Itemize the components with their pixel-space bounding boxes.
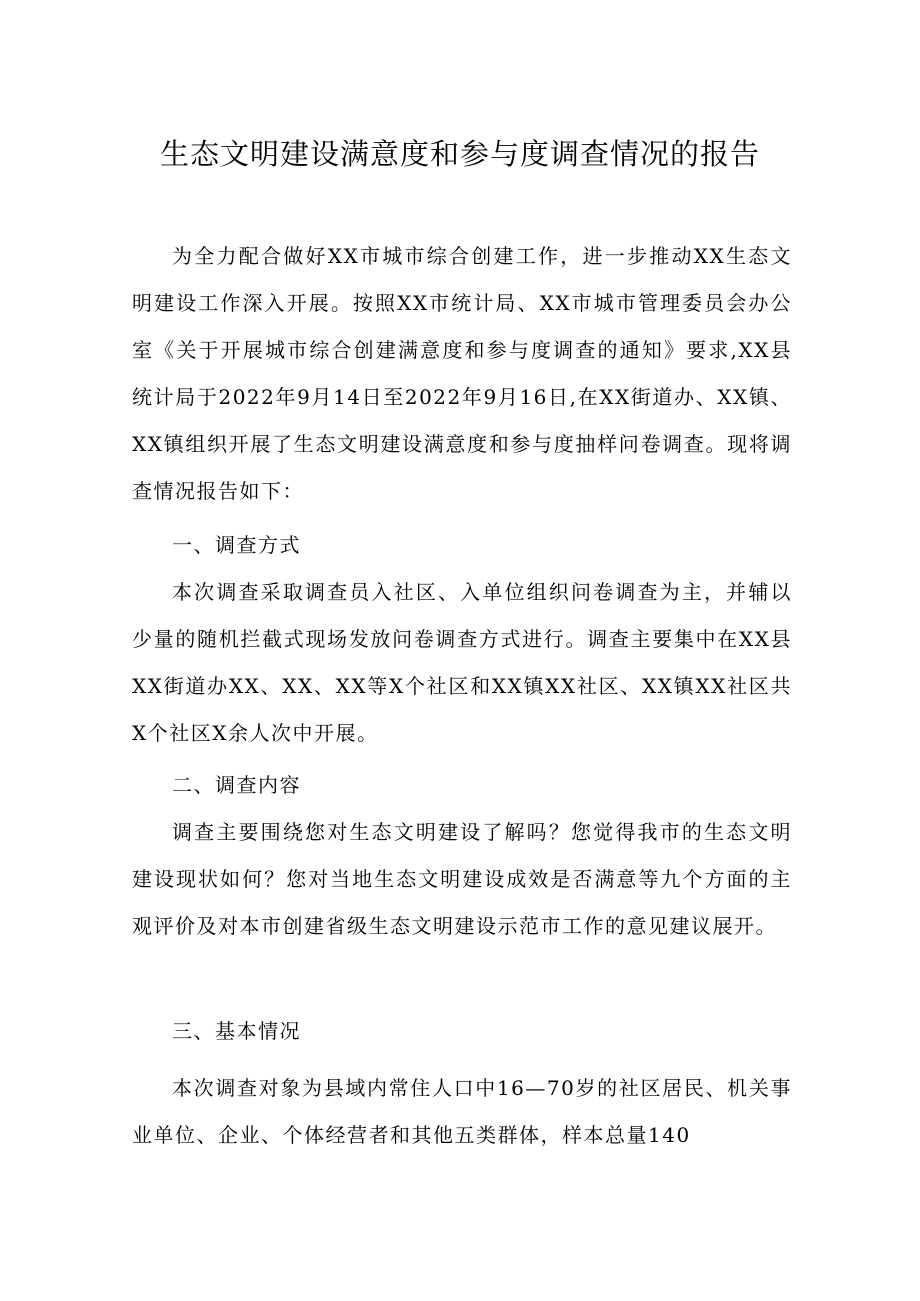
intro-paragraph: 为全力配合做好XX市城市综合创建工作，进一步推动XX生态文明建设工作深入开展。按照XX市统计局、XX市城市管理委员会办公室《关于开展城市综合创建满意度和参与度调查的通知》要求,XX县统计局于2022年9月14日至2022年9月16日,在XX街道办、XX镇、XX镇组织开展了生态文明建设满意度和参与度抽样问卷调查。现将调查情况报告如下： <box>132 244 792 503</box>
section-heading-survey-method: 一、调查方式 <box>172 533 301 557</box>
document-title: 生态文明建设满意度和参与度调查情况的报告 <box>159 137 760 171</box>
survey-content-paragraph: 调查主要围绕您对生态文明建设了解吗？您觉得我市的生态文明建设现状如何？您对当地生态文明建设成效是否满意等九个方面的主观评价及对本市创建省级生态文明建设示范市工作的意见建议展开。 <box>132 820 792 938</box>
basic-info-paragraph: 本次调查对象为县域内常住人口中16—70岁的社区居民、机关事业单位、企业、个体经营者和其他五类群体，样本总量140 <box>132 1076 792 1147</box>
section-heading-basic-info: 三、基本情况 <box>172 1019 301 1043</box>
section-heading-survey-content: 二、调查内容 <box>172 773 301 797</box>
survey-method-paragraph: 本次调查采取调查员入社区、入单位组织问卷调查为主，并辅以少量的随机拦截式现场发放问卷调查方式进行。调查主要集中在XX县XX街道办XX、XX、XX等X个社区和XX镇XX社区、XX镇XX社区共X个社区X余人次中开展。 <box>132 580 792 745</box>
